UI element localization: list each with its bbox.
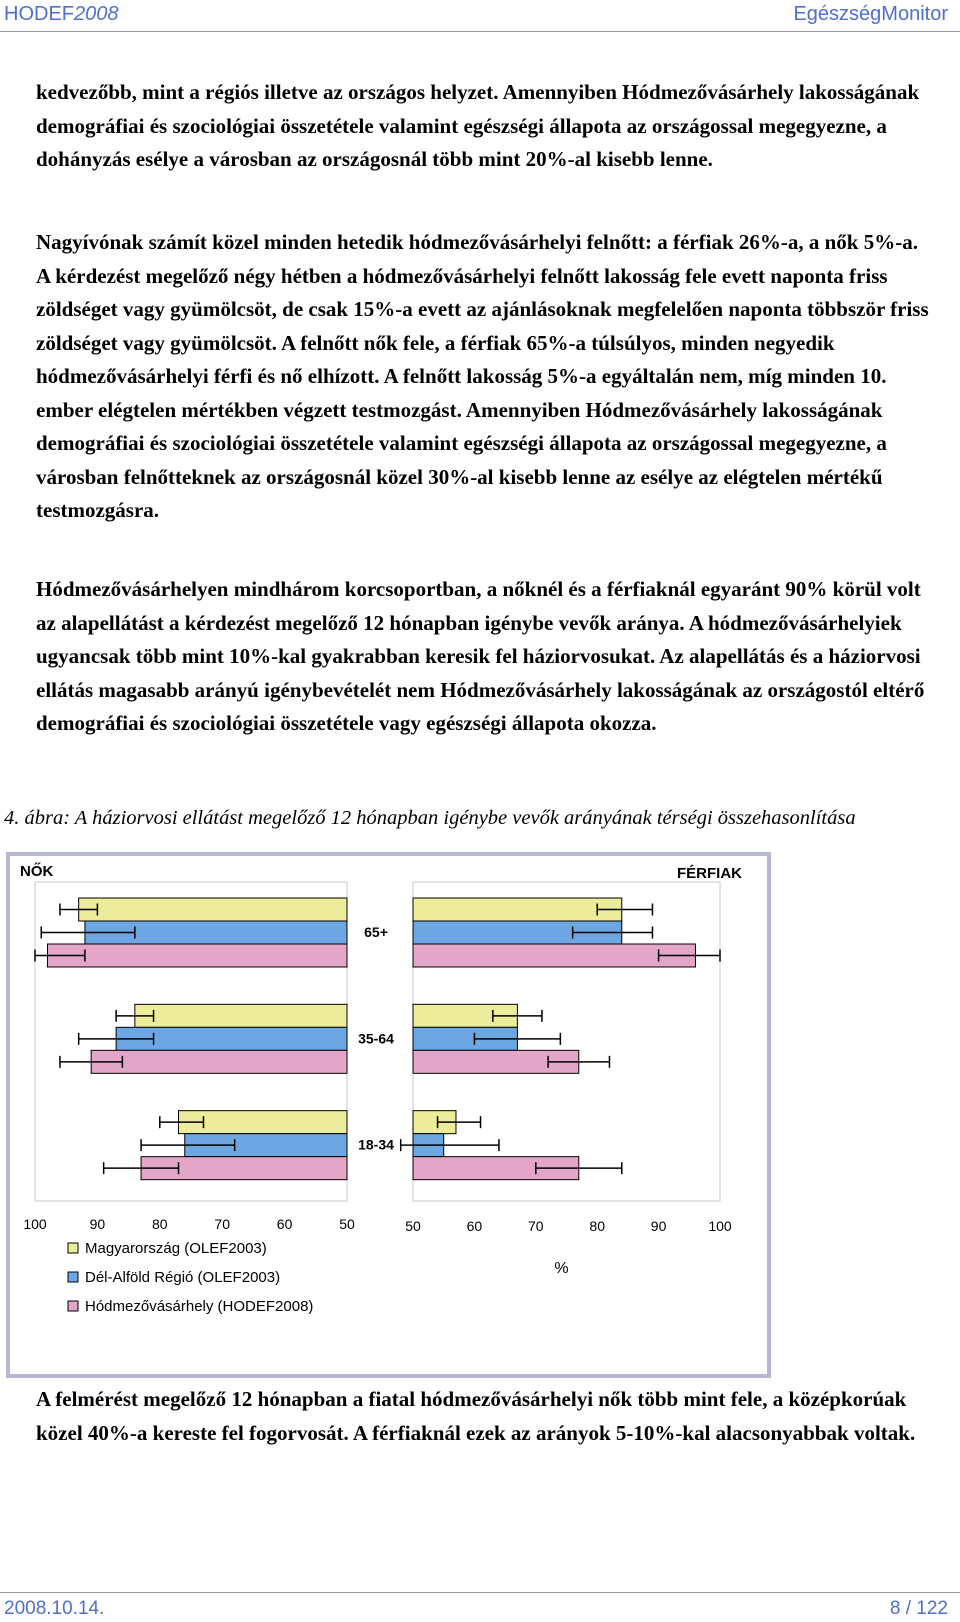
- category-label: 35-64: [358, 1030, 394, 1047]
- x-tick-label-women: 100: [23, 1216, 47, 1232]
- bar-women: [79, 898, 347, 921]
- header-title: EgészségMonitor: [793, 3, 948, 25]
- page-header: [0, 0, 960, 32]
- paragraph-3: Hódmezővásárhelyen mindhárom korcsoportban, a nőknél és a férfiaknál egyaránt 90% körül volt az alapellátást a kérdezést megelőző 12 hónapban igénybe vevők aránya. A hódmezővásárhelyiek ugyancsak több mint 10%-kal gyakrabban keresik fel háziorvosukat. Az alapellátás és a háziorvosi ellátás magasabb arányú igénybevételét nem Hódmezővásárhely lakosságának az országostól eltérő demográfiai és szociológiai összetétele vagy egészségi állapota okozza.: [36, 577, 925, 735]
- legend-swatch: [68, 1301, 78, 1311]
- legend-label: Hódmezővásárhely (HODEF2008): [85, 1298, 314, 1315]
- panel-title-women: NŐK: [20, 863, 54, 880]
- x-tick-label-men: 50: [405, 1218, 421, 1234]
- bar-women: [135, 1004, 347, 1027]
- x-tick-label-men: 60: [466, 1218, 483, 1234]
- x-tick-label-women: 90: [89, 1216, 106, 1232]
- bar-women: [47, 944, 347, 967]
- header-divider: [0, 31, 960, 32]
- legend-swatch: [68, 1272, 78, 1282]
- footer-date: 2008.10.14.: [4, 1598, 105, 1619]
- paragraph-2: Nagyívónak számít közel minden hetedik hódmezővásárhelyi felnőtt: a férfiak 26%-a, a nők 5%-a. A kérdezést megelőző négy hétben a hódmezővásárhelyi felnőtt lakosság fele evett naponta friss zöldséget vagy gyümölcsöt, de csak 15%-a evett az ajánlásoknak megfelelően naponta többször friss zöldséget vagy gyümölcsöt. A felnőtt nők fele, a férfiak 65%-a túlsúlyos, minden negyedik hódmezővásárhelyi férfi és nő elhízott. A felnőtt lakosság 5%-a egyáltalán nem, míg minden 10. ember elégtelen mértékben végzett testmozgást. Amennyiben Hódmezővásárhely lakosságának demográfiai és szociológiai összetétele valamint egészségi állapota az országossal megegyezne, a városban felnőtteknek az országosnál közel 30%-al kisebb lenne az esélye az elégtelen mértékű testmozgásra.: [36, 230, 929, 522]
- x-tick-label-men: 80: [589, 1218, 605, 1234]
- x-tick-label-women: 70: [214, 1216, 230, 1232]
- axis-unit-label: %: [554, 1260, 569, 1277]
- figure-caption: 4. ábra: A háziorvosi ellátást megelőző 12 hónapban igénybe vevők arányának térségi összehasonlítása: [4, 807, 856, 829]
- category-label: 65+: [364, 924, 388, 940]
- x-tick-label-women: 80: [152, 1216, 168, 1232]
- paragraph-1: kedvezőbb, mint a régiós illetve az országos helyzet. Amennyiben Hódmezővásárhely lakosságának demográfiai és szociológiai összetétele valamint egészségi állapota az országossal megegyezne, a dohányzás esélye a városban az országosnál több mint 20%-al kisebb lenne.: [36, 80, 920, 171]
- legend-label: Dél-Alföld Régió (OLEF2003): [85, 1269, 281, 1286]
- x-tick-label-women: 50: [339, 1216, 355, 1232]
- header-brand: HODEF2008: [4, 3, 119, 25]
- legend-label: Magyarország (OLEF2003): [85, 1240, 267, 1257]
- footer-page-number: 8 / 122: [889, 1598, 948, 1619]
- chart-figure: [6, 852, 771, 1378]
- category-label: 18-34: [358, 1136, 394, 1153]
- footer-divider: [0, 1592, 960, 1593]
- x-tick-label-men: 90: [650, 1218, 667, 1234]
- panel-title-men: FÉRFIAK: [677, 865, 742, 882]
- bar-men: [413, 898, 622, 921]
- x-tick-label-men: 70: [528, 1218, 544, 1234]
- x-tick-label-women: 60: [276, 1216, 293, 1232]
- bar-women: [91, 1050, 347, 1073]
- bar-men: [413, 944, 695, 967]
- x-tick-label-men: 100: [708, 1218, 732, 1234]
- legend-swatch: [68, 1243, 78, 1253]
- chart-svg: [10, 856, 767, 1374]
- paragraph-4: A felmérést megelőző 12 hónapban a fiatal hódmezővásárhelyi nők több mint fele, a középkorúak közel 40%-a kereste fel fogorvosát. A férfiaknál ezek az arányok 5-10%-kal alacsonyabbak voltak.: [36, 1387, 916, 1445]
